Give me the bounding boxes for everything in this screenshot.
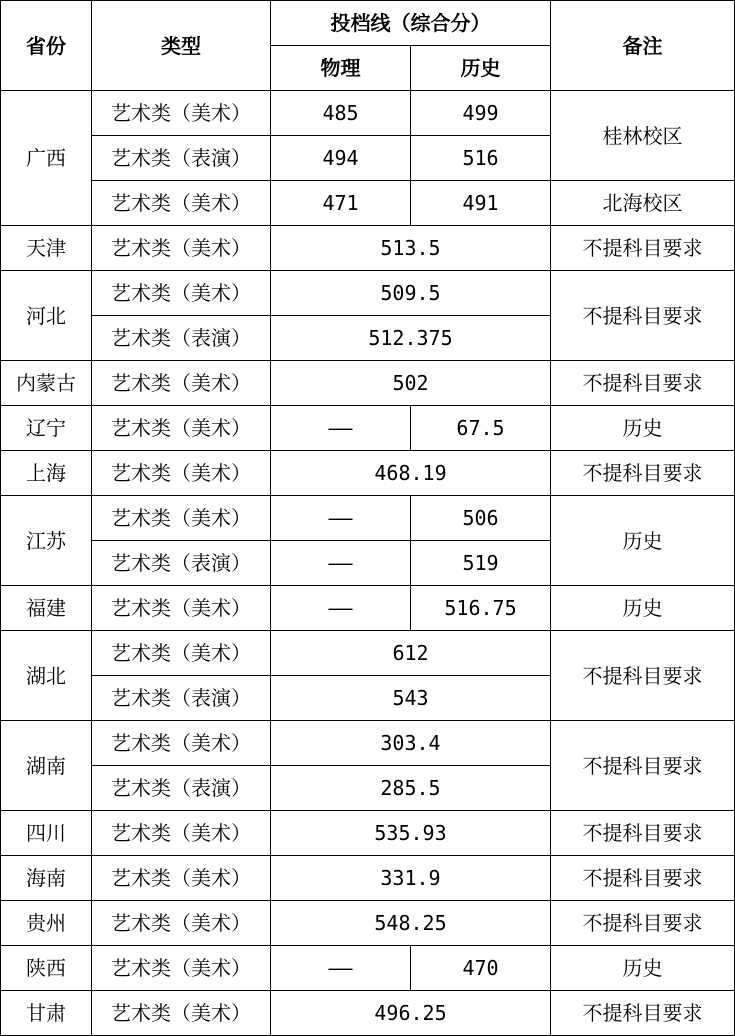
type-cell: 艺术类（美术） [92, 856, 271, 901]
history-score-cell: 470 [411, 946, 551, 991]
remark-cell: 历史 [551, 496, 735, 586]
remark-cell: 桂林校区 [551, 91, 735, 181]
header-remark: 备注 [551, 1, 735, 91]
remark-cell: 历史 [551, 406, 735, 451]
header-row [1, 1, 735, 46]
table-row [1, 856, 735, 901]
remark-cell: 不提科目要求 [551, 361, 735, 406]
type-cell: 艺术类（表演） [92, 541, 271, 586]
province-cell: 江苏 [1, 496, 92, 586]
province-cell: 天津 [1, 226, 92, 271]
history-score-cell: 67.5 [411, 406, 551, 451]
province-cell: 上海 [1, 451, 92, 496]
combined-score-cell: 543 [271, 676, 551, 721]
combined-score-cell: 512.375 [271, 316, 551, 361]
province-cell: 广西 [1, 91, 92, 226]
remark-cell: 不提科目要求 [551, 856, 735, 901]
table-row [1, 586, 735, 631]
combined-score-cell: 612 [271, 631, 551, 676]
combined-score-cell: 285.5 [271, 766, 551, 811]
type-cell: 艺术类（美术） [92, 496, 271, 541]
province-cell: 河北 [1, 271, 92, 361]
combined-score-cell: 303.4 [271, 721, 551, 766]
type-cell: 艺术类（表演） [92, 676, 271, 721]
type-cell: 艺术类（表演） [92, 316, 271, 361]
history-score-cell: 519 [411, 541, 551, 586]
table-row [1, 226, 735, 271]
type-cell: 艺术类（美术） [92, 406, 271, 451]
header-physics: 物理 [271, 46, 411, 91]
province-cell: 辽宁 [1, 406, 92, 451]
remark-cell: 不提科目要求 [551, 901, 735, 946]
physics-score-cell: —— [271, 406, 411, 451]
physics-score-cell: —— [271, 586, 411, 631]
table-row [1, 496, 735, 541]
remark-cell: 不提科目要求 [551, 991, 735, 1036]
combined-score-cell: 468.19 [271, 451, 551, 496]
remark-cell: 不提科目要求 [551, 811, 735, 856]
history-score-cell: 491 [411, 181, 551, 226]
remark-cell: 不提科目要求 [551, 451, 735, 496]
type-cell: 艺术类（美术） [92, 946, 271, 991]
remark-cell: 不提科目要求 [551, 226, 735, 271]
header-score-group: 投档线（综合分） [271, 1, 551, 46]
remark-cell: 不提科目要求 [551, 721, 735, 811]
header-province: 省份 [1, 1, 92, 91]
physics-score-cell: —— [271, 946, 411, 991]
table-row [1, 406, 735, 451]
table-row [1, 991, 735, 1036]
province-cell: 贵州 [1, 901, 92, 946]
header-history: 历史 [411, 46, 551, 91]
header-type: 类型 [92, 1, 271, 91]
type-cell: 艺术类（美术） [92, 721, 271, 766]
province-cell: 湖北 [1, 631, 92, 721]
combined-score-cell: 513.5 [271, 226, 551, 271]
table-row [1, 91, 735, 136]
province-cell: 福建 [1, 586, 92, 631]
physics-score-cell: 471 [271, 181, 411, 226]
remark-cell: 历史 [551, 946, 735, 991]
province-cell: 四川 [1, 811, 92, 856]
type-cell: 艺术类（表演） [92, 136, 271, 181]
history-score-cell: 499 [411, 91, 551, 136]
table-row [1, 361, 735, 406]
combined-score-cell: 331.9 [271, 856, 551, 901]
table-row [1, 901, 735, 946]
combined-score-cell: 496.25 [271, 991, 551, 1036]
combined-score-cell: 548.25 [271, 901, 551, 946]
physics-score-cell: 485 [271, 91, 411, 136]
type-cell: 艺术类（美术） [92, 631, 271, 676]
type-cell: 艺术类（表演） [92, 766, 271, 811]
type-cell: 艺术类（美术） [92, 991, 271, 1036]
province-cell: 甘肃 [1, 991, 92, 1036]
type-cell: 艺术类（美术） [92, 91, 271, 136]
table-row [1, 181, 735, 226]
province-cell: 陕西 [1, 946, 92, 991]
table-row [1, 631, 735, 676]
physics-score-cell: 494 [271, 136, 411, 181]
history-score-cell: 506 [411, 496, 551, 541]
province-cell: 湖南 [1, 721, 92, 811]
table-row [1, 721, 735, 766]
history-score-cell: 516 [411, 136, 551, 181]
type-cell: 艺术类（美术） [92, 451, 271, 496]
type-cell: 艺术类（美术） [92, 271, 271, 316]
type-cell: 艺术类（美术） [92, 586, 271, 631]
type-cell: 艺术类（美术） [92, 811, 271, 856]
type-cell: 艺术类（美术） [92, 361, 271, 406]
combined-score-cell: 509.5 [271, 271, 551, 316]
combined-score-cell: 535.93 [271, 811, 551, 856]
table-row [1, 811, 735, 856]
type-cell: 艺术类（美术） [92, 901, 271, 946]
physics-score-cell: —— [271, 496, 411, 541]
province-cell: 内蒙古 [1, 361, 92, 406]
type-cell: 艺术类（美术） [92, 181, 271, 226]
province-cell: 海南 [1, 856, 92, 901]
history-score-cell: 516.75 [411, 586, 551, 631]
remark-cell: 不提科目要求 [551, 271, 735, 361]
remark-cell: 北海校区 [551, 181, 735, 226]
table-row [1, 271, 735, 316]
type-cell: 艺术类（美术） [92, 226, 271, 271]
table-row [1, 451, 735, 496]
combined-score-cell: 502 [271, 361, 551, 406]
remark-cell: 历史 [551, 586, 735, 631]
remark-cell: 不提科目要求 [551, 631, 735, 721]
physics-score-cell: —— [271, 541, 411, 586]
table-row [1, 946, 735, 991]
